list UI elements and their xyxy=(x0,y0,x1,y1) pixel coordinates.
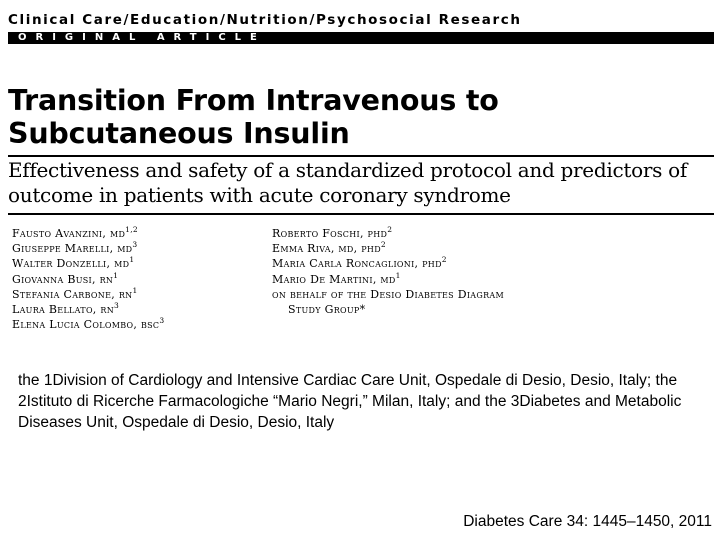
author-affiliation: 3 xyxy=(114,301,120,311)
author-entry xyxy=(272,272,504,287)
author-name: Maria Carla Roncaglioni, phd xyxy=(272,257,442,271)
author-entry xyxy=(12,272,164,287)
author-name: Giuseppe Marelli, md xyxy=(12,242,133,256)
article-subtitle xyxy=(8,158,687,208)
author-affiliation: 2 xyxy=(380,240,386,250)
author-entry xyxy=(12,317,164,332)
author-list-right xyxy=(272,226,504,317)
author-entry xyxy=(272,256,504,271)
author-affiliation: 1 xyxy=(113,270,119,280)
subtitle-line-1: Effectiveness and safety of a standardized protocol and predictors of xyxy=(8,158,687,182)
author-name: Laura Bellato, rn xyxy=(12,303,115,317)
title-line-1: Transition From Intravenous to xyxy=(8,84,499,117)
group-line-2: Study Group* xyxy=(288,303,366,317)
author-name: Elena Lucia Colombo, bsc xyxy=(12,318,160,332)
author-list-left xyxy=(12,226,164,332)
author-entry xyxy=(12,287,164,302)
author-affiliation: 1 xyxy=(129,255,135,265)
author-affiliation: 2 xyxy=(387,225,393,234)
author-affiliation: 1 xyxy=(132,285,138,295)
author-entry xyxy=(12,302,164,317)
author-affiliation: 3 xyxy=(159,316,165,326)
group-entry xyxy=(272,287,504,302)
author-entry xyxy=(272,226,504,241)
journal-citation: Diabetes Care 34: 1445–1450, 2011 xyxy=(463,513,712,530)
title-line-2: Subcutaneous Insulin xyxy=(8,117,350,150)
author-name: Emma Riva, md, phd xyxy=(272,242,381,256)
author-affiliation: 1,2 xyxy=(125,225,138,234)
author-affiliation: 1 xyxy=(395,270,401,280)
author-name: Mario De Martini, md xyxy=(272,272,396,286)
subtitle-divider xyxy=(8,213,714,215)
subtitle-line-2: outcome in patients with acute coronary syndrome xyxy=(8,183,511,207)
article-title xyxy=(8,84,499,150)
title-divider xyxy=(8,155,714,157)
author-entry xyxy=(12,256,164,271)
author-name: Roberto Foschi, phd xyxy=(272,227,388,240)
group-line-1: on behalf of the Desio Diabetes Diagram xyxy=(272,287,504,301)
author-entry xyxy=(12,241,164,256)
group-entry xyxy=(272,302,504,317)
author-name: Fausto Avanzini, md xyxy=(12,227,126,240)
author-entry xyxy=(272,241,504,256)
author-name: Walter Donzelli, md xyxy=(12,257,130,271)
author-affiliation: 3 xyxy=(132,240,138,250)
journal-section-header: Clinical Care/Education/Nutrition/Psychosocial Research xyxy=(8,12,522,28)
article-type-bar xyxy=(8,32,714,44)
author-affiliation: 2 xyxy=(441,255,447,265)
author-entry xyxy=(12,226,164,241)
author-name: Giovanna Busi, rn xyxy=(12,272,114,286)
affiliations-text: the 1Division of Cardiology and Intensive Cardiac Care Unit, Ospedale di Desio, Desio, Italy; the 2Istituto di Ricerche Farmacologiche “Mario Negri,” Milan, Italy; and the 3Diabetes and Metabolic Diseases Unit, Ospedale di Desio, Desio, Italy xyxy=(18,372,682,431)
author-name: Stefania Carbone, rn xyxy=(12,287,133,301)
article-type-label: ORIGINAL ARTICLE xyxy=(18,32,266,43)
